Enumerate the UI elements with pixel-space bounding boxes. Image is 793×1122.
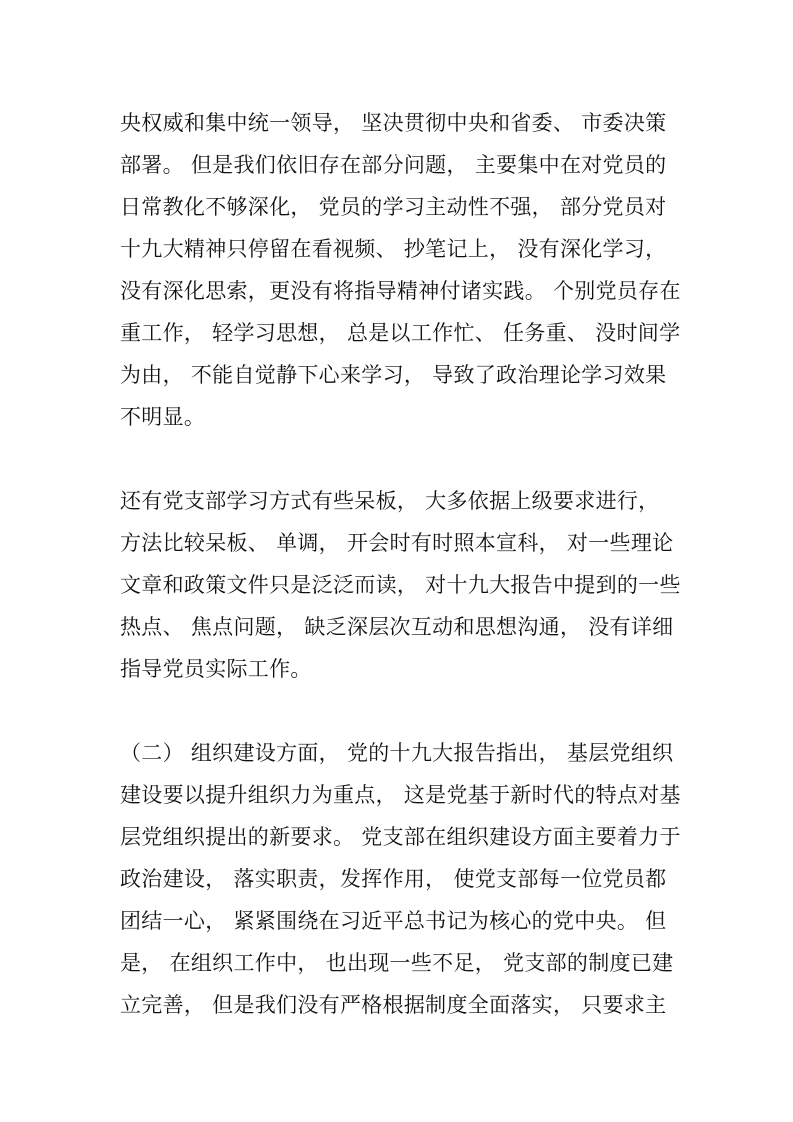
text-line: 热点、 焦点问题， 缺乏深层次互动和思想沟通， 没有详细 xyxy=(120,615,674,639)
text-line: 部署。 但是我们依旧存在部分问题， 主要集中在对党员的 xyxy=(120,153,667,177)
text-line: 政治建设， 落实职责，发挥作用， 使党支部每一位党员都 xyxy=(120,867,667,891)
document-page xyxy=(120,102,690,1026)
text-line: 团结一心， 紧紧围绕在习近平总书记为核心的党中央。 但 xyxy=(120,909,667,933)
text-line: 方法比较呆板、 单调， 开会时有时照本宣科， 对一些理论 xyxy=(120,531,674,555)
text-line: 日常教化不够深化， 党员的学习主动性不强， 部分党员对 xyxy=(120,195,667,219)
text-line: 还有党支部学习方式有些呆板， 大多依据上级要求进行， xyxy=(120,489,660,513)
text-line: 层党组织提出的新要求。 党支部在组织建设方面主要着力于 xyxy=(120,825,681,849)
text-line: 重工作， 轻学习思想， 总是以工作忙、 任务重、 没时间学 xyxy=(120,321,681,345)
text-line: （二） 组织建设方面， 党的十九大报告指出， 基层党组织 xyxy=(120,741,674,765)
paragraph-3 xyxy=(120,732,690,1026)
text-line: 十九大精神只停留在看视频、 抄笔记上， 没有深化学习， xyxy=(120,237,667,261)
text-line: 央权威和集中统一领导， 坚决贯彻中央和省委、 市委决策 xyxy=(120,111,667,135)
text-line: 文章和政策文件只是泛泛而读， 对十九大报告中提到的一些 xyxy=(120,573,681,597)
text-line: 不明显。 xyxy=(120,405,206,429)
paragraph-1 xyxy=(120,102,690,438)
text-line: 没有深化思索，更没有将指导精神付诸实践。 个别党员存在 xyxy=(120,279,681,303)
text-line: 是， 在组织工作中， 也出现一些不足， 党支部的制度已建 xyxy=(120,951,674,975)
text-line: 为由， 不能自觉静下心来学习， 导致了政治理论学习效果 xyxy=(120,363,667,387)
text-line: 立完善， 但是我们没有严格根据制度全面落实， 只要求主 xyxy=(120,993,667,1017)
paragraph-2 xyxy=(120,480,690,690)
text-line: 建设要以提升组织力为重点， 这是党基于新时代的特点对基 xyxy=(120,783,681,807)
text-line: 指导党员实际工作。 xyxy=(120,657,312,681)
